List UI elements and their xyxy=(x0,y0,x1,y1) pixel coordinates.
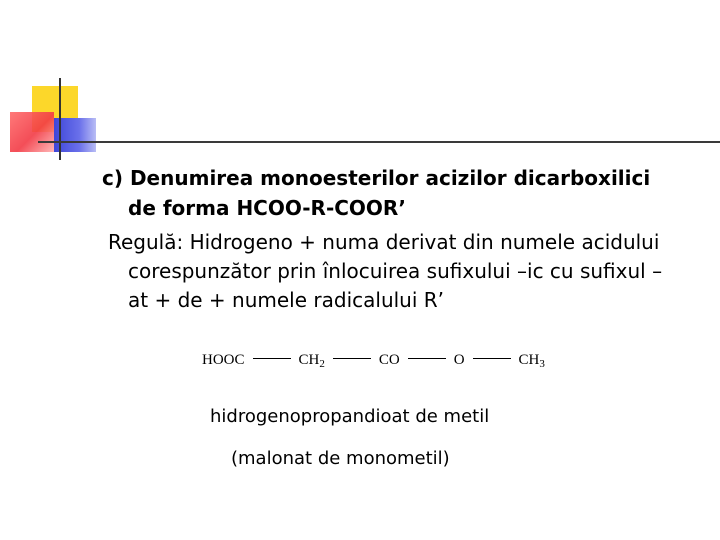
formula-ch3-subscript: 3 xyxy=(539,358,545,370)
decor-vertical-line xyxy=(59,78,61,160)
structural-formula xyxy=(202,350,545,374)
formula-group-ch3 xyxy=(519,350,545,374)
formula-bond xyxy=(333,358,371,359)
formula-ch3-text: CH xyxy=(518,352,540,368)
heading-line-2: de forma HCOO-R-COOR’ xyxy=(128,196,406,220)
formula-group-o: O xyxy=(453,352,465,368)
compound-name: hidrogenopropandioat de metil xyxy=(210,406,490,427)
decor-red-square xyxy=(10,112,54,152)
formula-group-hooc: HOOC xyxy=(202,352,245,368)
formula-bond xyxy=(253,358,291,359)
formula-group-co: CO xyxy=(378,352,400,368)
formula-ch2-subscript: 2 xyxy=(319,358,325,370)
rule-line-2: corespunzător prin înlocuirea sufixului –ic cu sufixul – xyxy=(128,259,663,283)
formula-bond xyxy=(408,358,446,359)
rule-line-3: at + de + numele radicalului R’ xyxy=(128,288,445,312)
formula-group-ch2 xyxy=(299,350,325,374)
rule-line-1: Regulă: Hidrogeno + numa derivat din numele acidului xyxy=(108,230,660,254)
formula-ch2-text: CH xyxy=(298,352,320,368)
heading-line-1: c) Denumirea monoesterilor acizilor dicarboxilici xyxy=(102,166,651,190)
formula-bond xyxy=(473,358,511,359)
title-divider-line xyxy=(38,141,720,143)
compound-alternative-name: (malonat de monometil) xyxy=(231,448,450,469)
